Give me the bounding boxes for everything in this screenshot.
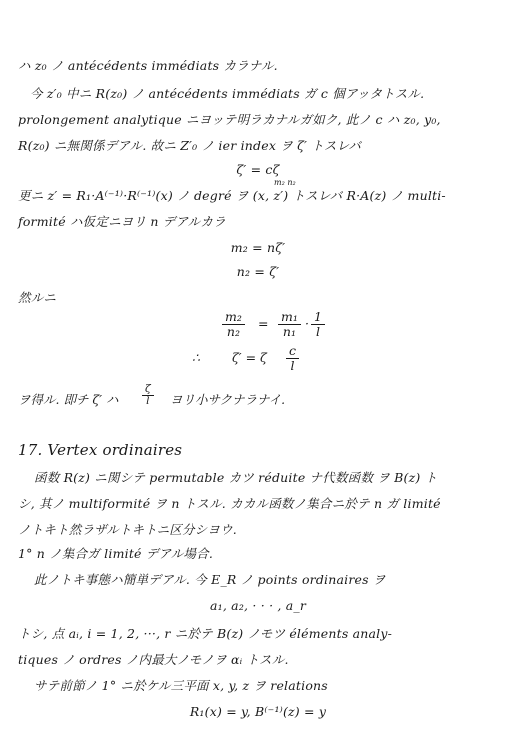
numerator: c: [289, 343, 297, 358]
numerator: ζ: [145, 383, 151, 395]
fraction: [142, 384, 154, 407]
fraction: [222, 310, 245, 339]
text-line: 今 z′₀ 中ニ R(z₀) ノ antécédents immédiats ガ c 個アッタトスル.: [30, 86, 425, 101]
numerator: m₂: [225, 309, 242, 324]
section-heading: 17. Vertex ordinaires: [18, 441, 183, 459]
text-line: 更ニ z′ = R₁·A⁽⁻¹⁾·R⁽⁻¹⁾(x) ノ degré ヲ (x, z′) トスレバ R·A(z) ノ multi-: [18, 188, 446, 203]
equals-sign: =: [258, 316, 269, 331]
text-line: サテ前節ノ 1° ニ於ケル三平面 x, y, z ヲ relations: [34, 678, 328, 693]
equation: R₁(x) = y, B⁽⁻¹⁾(z) = y: [189, 704, 327, 719]
text-line: シ, 其ノ multiformité ヲ n トスル. カカル函数ノ集合ニ於テ n ガ limité: [18, 496, 441, 511]
text-line: ヲ得ル. 即チ ζ′ ハ: [18, 392, 119, 407]
therefore-symbol: ∴: [192, 350, 200, 365]
text-line: tiques ノ ordres ノ内最大ノモノヲ αᵢ トスル.: [18, 652, 289, 667]
equation: ζ′ = cζ: [236, 162, 280, 177]
text-line: ハ z₀ ノ antécédents immédiats カラナル.: [18, 58, 278, 73]
text-line: ヨリ小サクナラナイ.: [170, 392, 286, 407]
denominator: n₁: [282, 324, 296, 339]
equation: m₂ = nζ′: [230, 240, 286, 255]
text-line: formité ハ仮定ニヨリ n デアルカラ: [18, 214, 226, 229]
dot-operator: ·: [305, 316, 309, 331]
equation: ζ′ = ζ: [232, 350, 267, 365]
fraction: [278, 310, 301, 339]
numerator: 1: [314, 309, 322, 324]
numerator: m₁: [281, 309, 298, 324]
text-line: 此ノトキ事態ハ簡単デアル. 今 E_R ノ points ordinaires ヲ: [34, 572, 386, 587]
equation: n₂ = ζ′: [236, 264, 280, 279]
text-line: ノトキト然ラザルトキトニ区分シヨウ.: [18, 522, 237, 537]
fraction: [311, 310, 325, 339]
denominator: n₂: [226, 324, 240, 339]
text-line: prolongement analytique ニヨッテ明ラカナルガ如ク, 此ノ c ハ z₀, y₀,: [18, 112, 441, 127]
text-line: 1° n ノ集合ガ limité デアル場合.: [18, 546, 213, 561]
denominator: l: [146, 395, 150, 407]
text-line: R(z₀) ニ無関係デアル. 故ニ Z′₀ ノ ier index ヲ ζ′ トスレバ: [18, 138, 362, 153]
text-line: 函数 R(z) ニ関シテ permutable カツ réduite ナ代数函数 ヲ B(z) ト: [34, 470, 438, 485]
text-line: 然ルニ: [18, 290, 57, 305]
text-line: トシ, 点 aᵢ, i = 1, 2, ···, r ニ於テ B(z) ノモツ éléments analy-: [18, 626, 393, 641]
equation: a₁, a₂, · · · , a_r: [209, 598, 307, 613]
denominator: l: [315, 324, 320, 339]
denominator: l: [290, 358, 295, 373]
superscript-labels: m₂ n₂: [274, 178, 296, 187]
fraction: [286, 344, 299, 373]
